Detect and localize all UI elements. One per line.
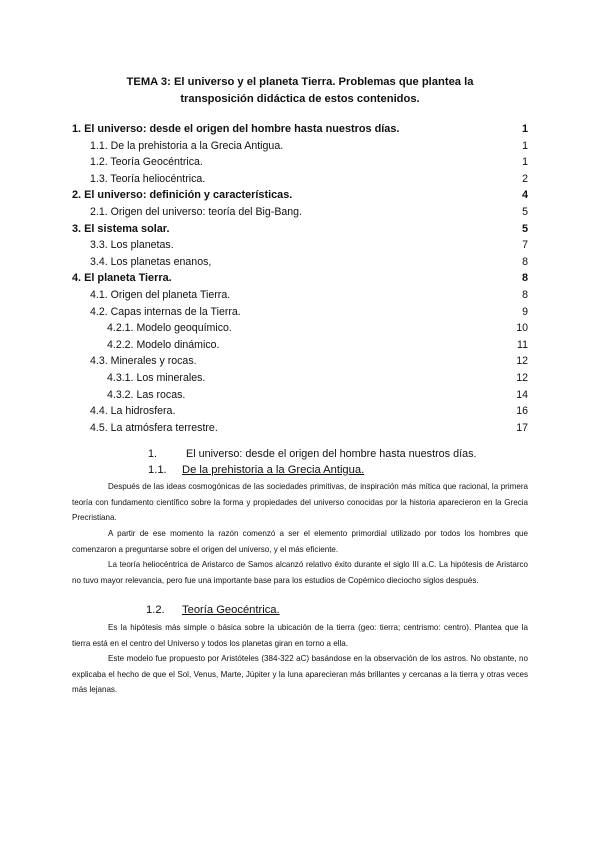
toc-entry[interactable]	[72, 320, 528, 337]
toc-entry[interactable]	[72, 353, 528, 370]
section-number: 1.	[148, 448, 158, 460]
toc-entry[interactable]	[72, 138, 528, 155]
toc-entry-title: 3.3. Los planetas.	[90, 239, 174, 252]
toc-entry[interactable]	[72, 254, 528, 271]
paragraph: Este modelo fue propuesto por Aristóteles (384-322 aC) basándose en la observación de los astros. No obstante, no explicaba el hecho de que el Sol, Venus, Marte, Júpiter y la luna aparecieran más brillantes y cercanas a la tierra y otras veces más lejanas.	[72, 654, 528, 694]
toc-entry-title: 1.1. De la prehistoria a la Grecia Antigua.	[90, 139, 284, 152]
subsection-number: 1.2.	[146, 604, 165, 616]
toc-entry[interactable]	[72, 237, 528, 254]
toc-entry-title: 4. El planeta Tierra.	[72, 272, 172, 285]
toc-entry-title: 4.2. Capas internas de la Tierra.	[90, 305, 241, 318]
toc-entry-page: 11	[517, 338, 528, 351]
toc-entry[interactable]	[72, 171, 528, 188]
toc-entry-page: 1	[521, 123, 528, 135]
toc-entry[interactable]	[72, 204, 528, 221]
toc-entry[interactable]	[72, 287, 528, 304]
table-of-contents	[72, 121, 528, 436]
toc-entry-page: 1	[522, 139, 528, 152]
toc-entry-page: 8	[522, 288, 528, 301]
toc-entry-title: 1. El universo: desde el origen del hombre hasta nuestros días.	[72, 123, 400, 135]
paragraph: A partir de ese momento la razón comenzó a ser el elemento primordial utilizado por todos los hombres que comenzaron a preguntarse sobre el origen del universo, y el más eficiente.	[72, 529, 528, 554]
toc-entry-title: 4.5. La atmósfera terrestre.	[90, 421, 218, 434]
toc-entry[interactable]	[72, 221, 528, 238]
subsection-heading-1-1	[148, 463, 364, 477]
subsection-number: 1.1.	[148, 464, 167, 476]
toc-entry[interactable]	[72, 387, 528, 404]
toc-entry[interactable]	[72, 270, 528, 287]
toc-entry-title: 2.1. Origen del universo: teoría del Big-Bang.	[90, 205, 302, 218]
subsection-title: Teoría Geocéntrica.	[182, 604, 280, 616]
toc-entry-title: 2. El universo: definición y características.	[72, 189, 293, 202]
toc-entry-title: 3.4. Los planetas enanos,	[90, 255, 212, 268]
toc-entry[interactable]	[72, 370, 528, 387]
toc-entry[interactable]	[72, 187, 528, 204]
paragraph: La teoría heliocéntrica de Aristarco de Samos alcanzó relativo éxito durante el siglo III a.C. La hipótesis de Aristarco no tuvo mayor relevancia, pero fue una importante base para los estudios de Copérnico dieciocho siglos después.	[72, 560, 528, 585]
toc-entry-page: 5	[522, 205, 528, 218]
section-title: El universo: desde el origen del hombre hasta nuestros días.	[186, 448, 477, 460]
toc-entry-page: 12	[516, 355, 528, 368]
toc-entry-page: 2	[522, 172, 528, 185]
document-title	[90, 74, 510, 108]
toc-entry-page: 16	[516, 405, 528, 418]
toc-entry-page: 12	[516, 371, 528, 384]
toc-entry-page: 1	[522, 156, 528, 169]
toc-entry-title: 4.2.1. Modelo geoquímico.	[107, 322, 232, 335]
toc-entry-title: 1.2. Teoría Geocéntrica.	[90, 156, 203, 169]
paragraph: Después de las ideas cosmogónicas de las sociedades primitivas, de inspiración más mítica que racional, la primera teoría con fundamento científico sobre la forma y propiedades del universo conocidas por la historia aparecieron en la Grecia Precristiana.	[72, 482, 528, 522]
toc-entry-title: 1.3. Teoría heliocéntrica.	[90, 172, 206, 185]
toc-entry[interactable]	[72, 403, 528, 420]
toc-entry[interactable]	[72, 121, 528, 138]
toc-entry-title: 4.2.2. Modelo dinámico.	[107, 338, 220, 351]
toc-entry-title: 4.4. La hidrosfera.	[90, 405, 176, 418]
toc-entry-page: 10	[516, 322, 528, 335]
toc-entry[interactable]	[72, 337, 528, 354]
toc-entry-page: 17	[516, 421, 528, 434]
toc-entry[interactable]	[72, 154, 528, 171]
toc-entry-title: 4.3.1. Los minerales.	[107, 371, 206, 384]
toc-entry-title: 4.3.2. Las rocas.	[107, 388, 186, 401]
subsection-title: De la prehistoria a la Grecia Antigua.	[182, 464, 365, 476]
toc-entry-page: 7	[522, 239, 528, 252]
title-line-2: transposición didáctica de estos contenidos.	[180, 93, 420, 105]
toc-entry-page: 4	[521, 189, 528, 202]
toc-entry-title: 4.3. Minerales y rocas.	[90, 355, 197, 368]
toc-entry-page: 8	[522, 255, 528, 268]
toc-entry-page: 8	[521, 272, 528, 285]
toc-entry-title: 4.1. Origen del planeta Tierra.	[90, 288, 231, 301]
paragraph: Es la hipótesis más simple o básica sobre la ubicación de la tierra (geo: tierra; centrismo: centro). Plantea que la tierra está en el centro del Universo y todos los planetas giran en torno a ella.	[72, 623, 528, 648]
toc-entry-page: 14	[516, 388, 528, 401]
toc-entry-title: 3. El sistema solar.	[72, 222, 170, 235]
subsection-heading-1-2	[146, 603, 280, 617]
toc-entry-page: 9	[522, 305, 528, 318]
toc-entry-page: 5	[521, 222, 528, 235]
toc-entry[interactable]	[72, 420, 528, 437]
toc-entry[interactable]	[72, 304, 528, 321]
title-line-1: TEMA 3: El universo y el planeta Tierra. Problemas que plantea la	[126, 76, 474, 88]
section-heading-1	[148, 447, 477, 461]
